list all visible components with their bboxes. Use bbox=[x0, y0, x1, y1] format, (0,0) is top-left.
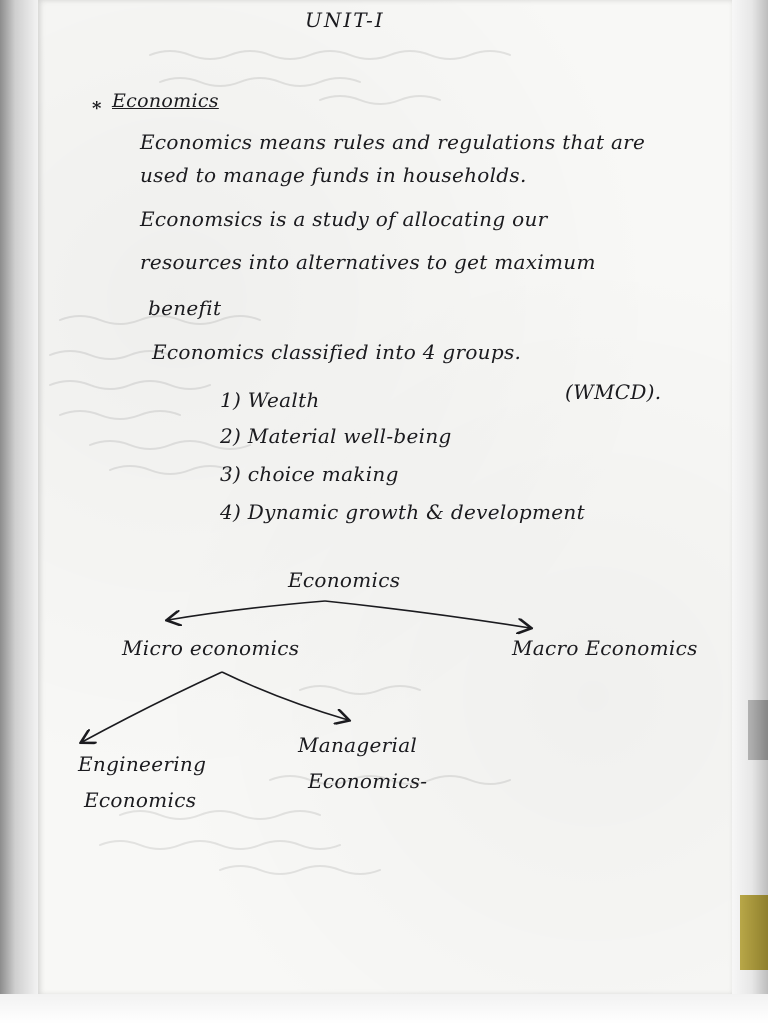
classification-intro: Economics classified into 4 groups. bbox=[152, 340, 522, 364]
tree-leaf-right-line2: Economics- bbox=[308, 769, 428, 793]
background-object-yellow bbox=[740, 895, 768, 970]
group-item-4: 4) Dynamic growth & development bbox=[220, 500, 585, 524]
definition-line-3: Economsics is a study of allocating our bbox=[140, 207, 548, 231]
tree-root: Economics bbox=[288, 568, 401, 592]
page-edge bbox=[732, 0, 768, 1024]
group-item-3: 3) choice making bbox=[220, 462, 399, 486]
tree-leaf-left-line1: Engineering bbox=[78, 752, 207, 776]
tree-right-child: Macro Economics bbox=[512, 636, 698, 660]
heading-marker: * bbox=[92, 98, 102, 119]
group-item-2: 2) Material well-being bbox=[220, 424, 452, 448]
page-title: UNIT-I bbox=[305, 8, 385, 32]
tree-left-child: Micro economics bbox=[122, 636, 300, 660]
definition-line-4: resources into alternatives to get maximum bbox=[140, 250, 596, 274]
bottom-edge bbox=[0, 994, 768, 1024]
tree-leaf-left-line2: Economics bbox=[84, 788, 197, 812]
section-heading: Economics bbox=[112, 90, 219, 112]
group-item-1: 1) Wealth bbox=[220, 388, 320, 412]
binding-shadow bbox=[0, 0, 38, 1024]
definition-line-1: Economics means rules and regulations that are bbox=[140, 130, 646, 154]
tree-leaf-right-line1: Managerial bbox=[298, 733, 418, 757]
definition-line-5: benefit bbox=[148, 296, 222, 320]
background-object bbox=[748, 700, 768, 760]
acronym: (WMCD). bbox=[565, 380, 662, 404]
definition-line-2: used to manage funds in households. bbox=[140, 163, 527, 187]
